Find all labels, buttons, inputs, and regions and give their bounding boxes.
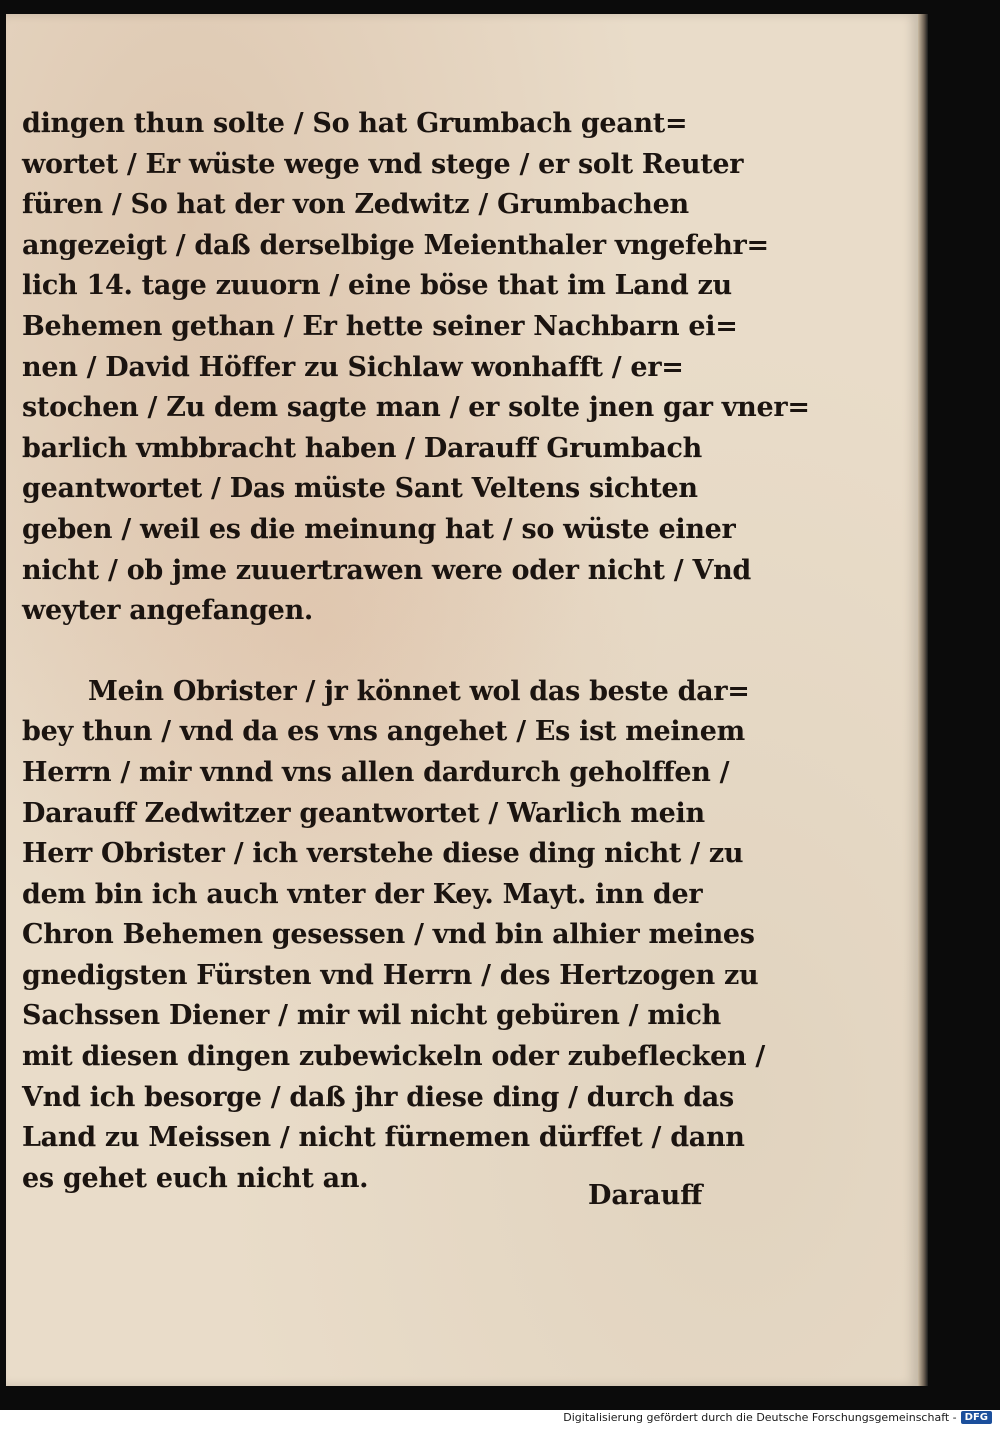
text-line: Vnd ich besorge / daß jhr diese ding / durch das	[22, 1081, 734, 1113]
digitization-credit	[563, 1411, 992, 1424]
text-line: Sachssen Diener / mir wil nicht gebüren / mich	[22, 1000, 722, 1032]
text-line: es gehet euch nicht an.	[22, 1162, 369, 1194]
text-line: geben / weil es die meinung hat / so wüste einer	[22, 513, 736, 545]
page-edge	[918, 14, 928, 1386]
text-line: lich 14. tage zuuorn / eine böse that im Land zu	[22, 270, 732, 302]
text-line: Herr Obrister / ich verstehe diese ding nicht / zu	[22, 838, 744, 870]
text-line: Land zu Meissen / nicht fürnemen dürffet / dann	[22, 1122, 745, 1154]
text-line: Behemen gethan / Er hette seiner Nachbarn ei=	[22, 310, 738, 342]
text-line: nen / David Höffer zu Sichlaw wonhafft / er=	[22, 351, 684, 383]
text-line: Darauff Zedwitzer geantwortet / Warlich mein	[22, 797, 705, 829]
page-text	[22, 104, 810, 1199]
text-line: stochen / Zu dem sagte man / er solte jnen gar vner=	[22, 392, 810, 424]
text-line: bey thun / vnd da es vns angehet / Es ist meinem	[22, 716, 745, 748]
paragraph-1	[22, 104, 810, 632]
text-line: nicht / ob jme zuuertrawen were oder nicht / Vnd	[22, 554, 751, 586]
text-line: Herrn / mir vnnd vns allen dardurch geholffen /	[22, 756, 730, 788]
text-line: geantwortet / Das müste Sant Veltens sichten	[22, 473, 698, 505]
text-line: dem bin ich auch vnter der Key. Mayt. inn der	[22, 878, 703, 910]
text-line: dingen thun solte / So hat Grumbach geant=	[22, 108, 688, 139]
text-line: barlich vmbbracht haben / Darauff Grumbach	[22, 432, 702, 464]
credit-text: Digitalisierung gefördert durch die Deutsche Forschungsgemeinschaft -	[563, 1411, 957, 1424]
text-line: angezeigt / daß derselbige Meienthaler vngefehr=	[22, 229, 769, 261]
text-line: gnedigsten Fürsten vnd Herrn / des Hertzogen zu	[22, 959, 759, 991]
catchword: Darauff	[588, 1180, 703, 1211]
text-line: Mein Obrister / jr könnet wol das beste dar=	[88, 675, 750, 707]
dfg-logo: DFG	[961, 1411, 992, 1424]
text-line: füren / So hat der von Zedwitz / Grumbachen	[22, 189, 689, 221]
text-line: Chron Behemen gesessen / vnd bin alhier meines	[22, 919, 755, 951]
paragraph-2	[22, 672, 765, 1200]
text-line: weyter angefangen.	[22, 595, 313, 627]
text-line: wortet / Er wüste wege vnd stege / er solt Reuter	[22, 148, 744, 180]
text-line: mit diesen dingen zubewickeln oder zubeflecken /	[22, 1041, 765, 1073]
